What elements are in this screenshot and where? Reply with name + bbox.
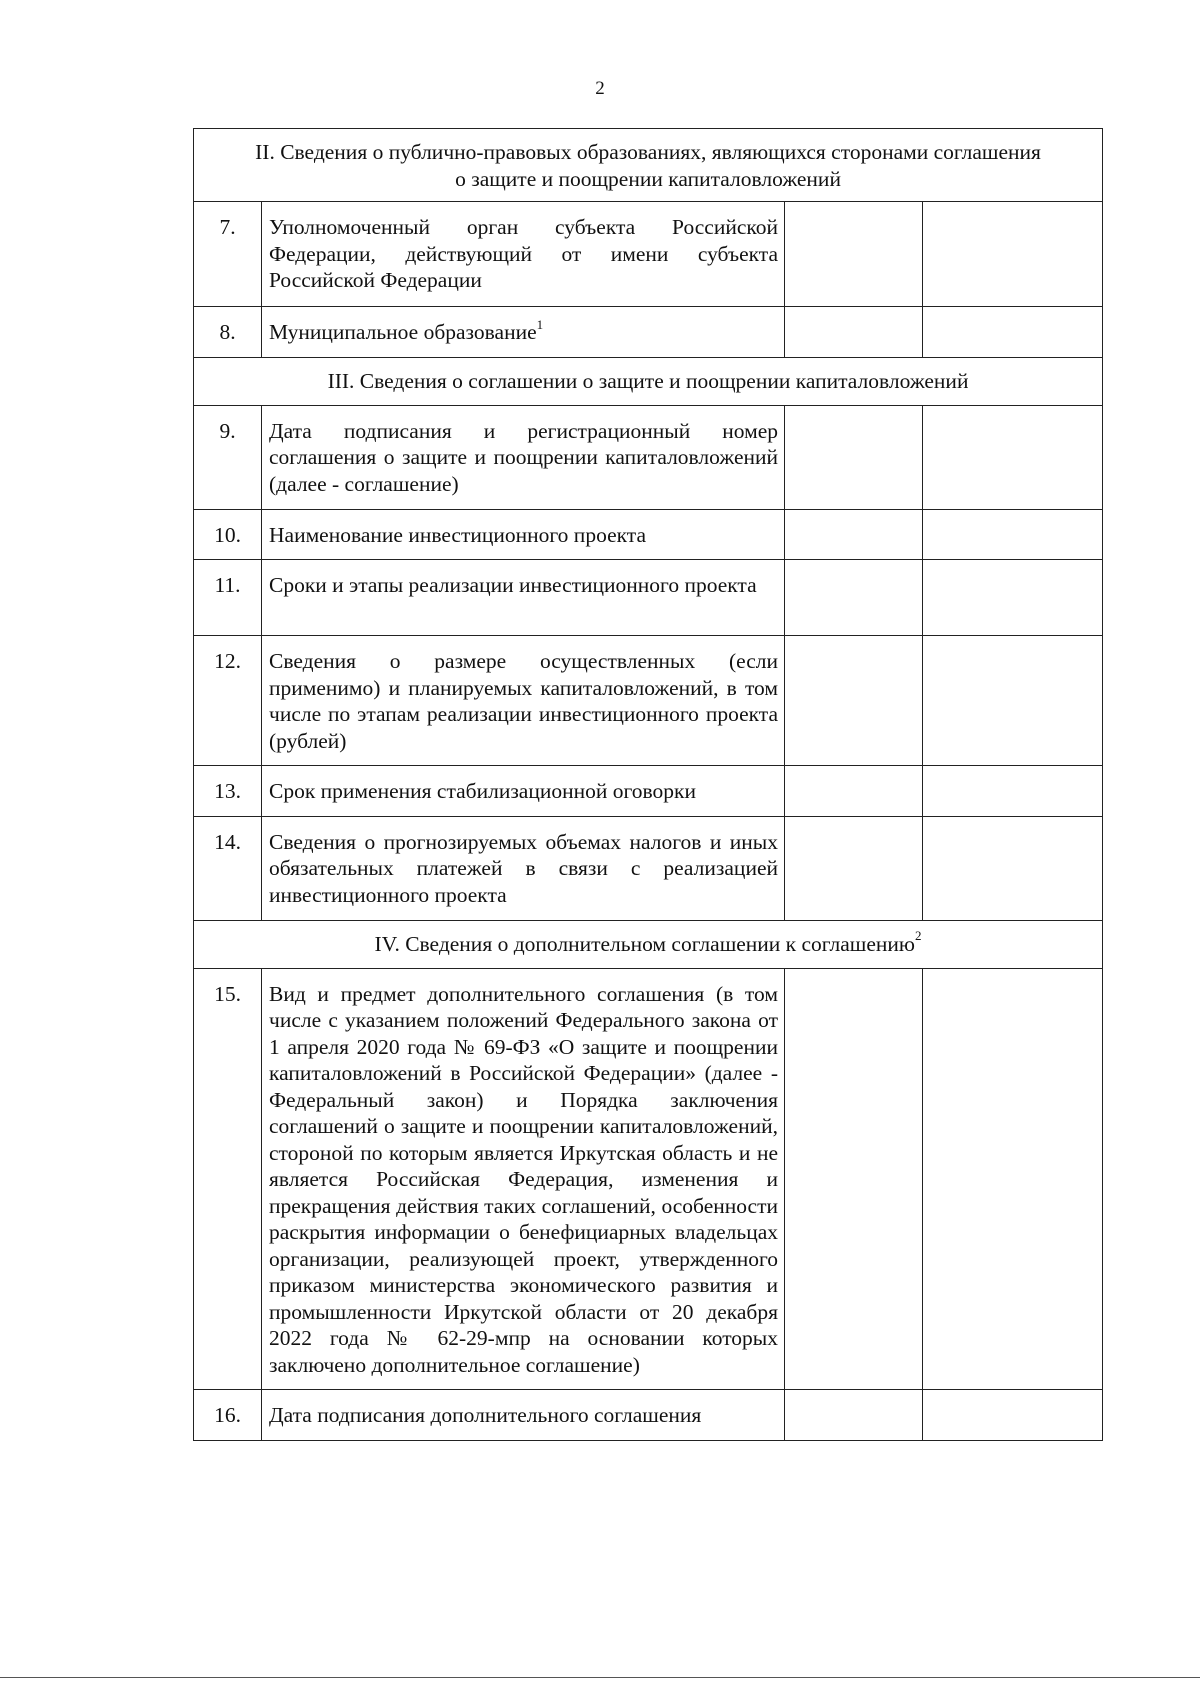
section-ii-title-line1: II. Сведения о публично-правовых образованиях, являющихся сторонами соглашения [255,140,1041,164]
value-cell [923,816,1103,920]
row-number: 10. [194,509,262,560]
row-number: 12. [194,636,262,766]
row-label [262,307,785,358]
value-cell [923,307,1103,358]
value-cell [785,509,923,560]
value-cell [923,405,1103,509]
row-number: 13. [194,766,262,817]
row-number: 9. [194,405,262,509]
value-cell [923,202,1103,307]
table-row-8 [194,307,1103,358]
value-cell [785,307,923,358]
section-ii-title-line2: о защите и поощрении капиталовложений [455,166,841,191]
value-cell [923,636,1103,766]
section-iii-title: III. Сведения о соглашении о защите и поощрении капиталовложений [194,357,1103,405]
value-cell [785,202,923,307]
table-row-10 [194,509,1103,560]
row-label-text: Муниципальное образование [269,320,537,344]
row-label: Дата подписания и регистрационный номер соглашения о защите и поощрении капиталовложений (далее - соглашение) [262,405,785,509]
section-iv-header-row [194,920,1103,968]
row-label: Сведения о размере осуществленных (если применимо) и планируемых капиталовложений, в том числе по этапам реализации инвестиционного проекта (рублей) [262,636,785,766]
value-cell [785,1390,923,1441]
row-number: 15. [194,968,262,1390]
value-cell [785,816,923,920]
page-number: 2 [595,78,605,99]
row-label: Уполномоченный орган субъекта Российской Федерации, действующий от имени субъекта Российской Федерации [262,202,785,307]
table-row-7 [194,202,1103,307]
section-iv-title [194,920,1103,968]
row-label: Вид и предмет дополнительного соглашения (в том числе с указанием положений Федерального закона от 1 апреля 2020 года № 69-ФЗ «О защите и поощрении капиталовложений в Российской Федерации» (далее - Федеральный закон) и Порядка заключения соглашений о защите и поощрении капиталовложений, стороной по которым является Иркутская область и не является Российская Федерация, изменения и прекращения действия таких соглашений, особенности раскрытия информации о бенефициарных владельцах организации, реализующей проект, утвержденного приказом министерства экономического развития и промышленности Иркутской области от 20 декабря 2022 года № 62-29-мпр на основании которых заключено дополнительное соглашение) [262,968,785,1390]
value-cell [785,560,923,636]
value-cell [785,636,923,766]
row-number: 14. [194,816,262,920]
section-iv-title-text: IV. Сведения о дополнительном соглашении к соглашению [374,931,915,956]
value-cell [923,766,1103,817]
value-cell [923,509,1103,560]
row-number: 8. [194,307,262,358]
table-row-14 [194,816,1103,920]
value-cell [785,968,923,1390]
table-row-15 [194,968,1103,1390]
footnote-mark: 2 [914,928,922,944]
table-row-16 [194,1390,1103,1441]
table-row-13 [194,766,1103,817]
footnote-mark: 1 [536,316,544,332]
section-ii-header-row [194,129,1103,202]
row-label: Наименование инвестиционного проекта [262,509,785,560]
row-label: Сроки и этапы реализации инвестиционного проекта [262,560,785,636]
value-cell [923,1390,1103,1441]
table-row-11 [194,560,1103,636]
table-row-9 [194,405,1103,509]
row-label: Дата подписания дополнительного соглашения [262,1390,785,1441]
row-number: 11. [194,560,262,636]
value-cell [785,766,923,817]
row-label: Сведения о прогнозируемых объемах налогов и иных обязательных платежей в связи с реализацией инвестиционного проекта [262,816,785,920]
row-number: 16. [194,1390,262,1441]
value-cell [923,968,1103,1390]
section-iii-header-row [194,357,1103,405]
form-table [193,128,1103,1441]
value-cell [923,560,1103,636]
table-row-12 [194,636,1103,766]
row-label: Срок применения стабилизационной оговорки [262,766,785,817]
bottom-divider [0,1677,1200,1678]
row-number: 7. [194,202,262,307]
value-cell [785,405,923,509]
section-ii-title [194,129,1103,202]
